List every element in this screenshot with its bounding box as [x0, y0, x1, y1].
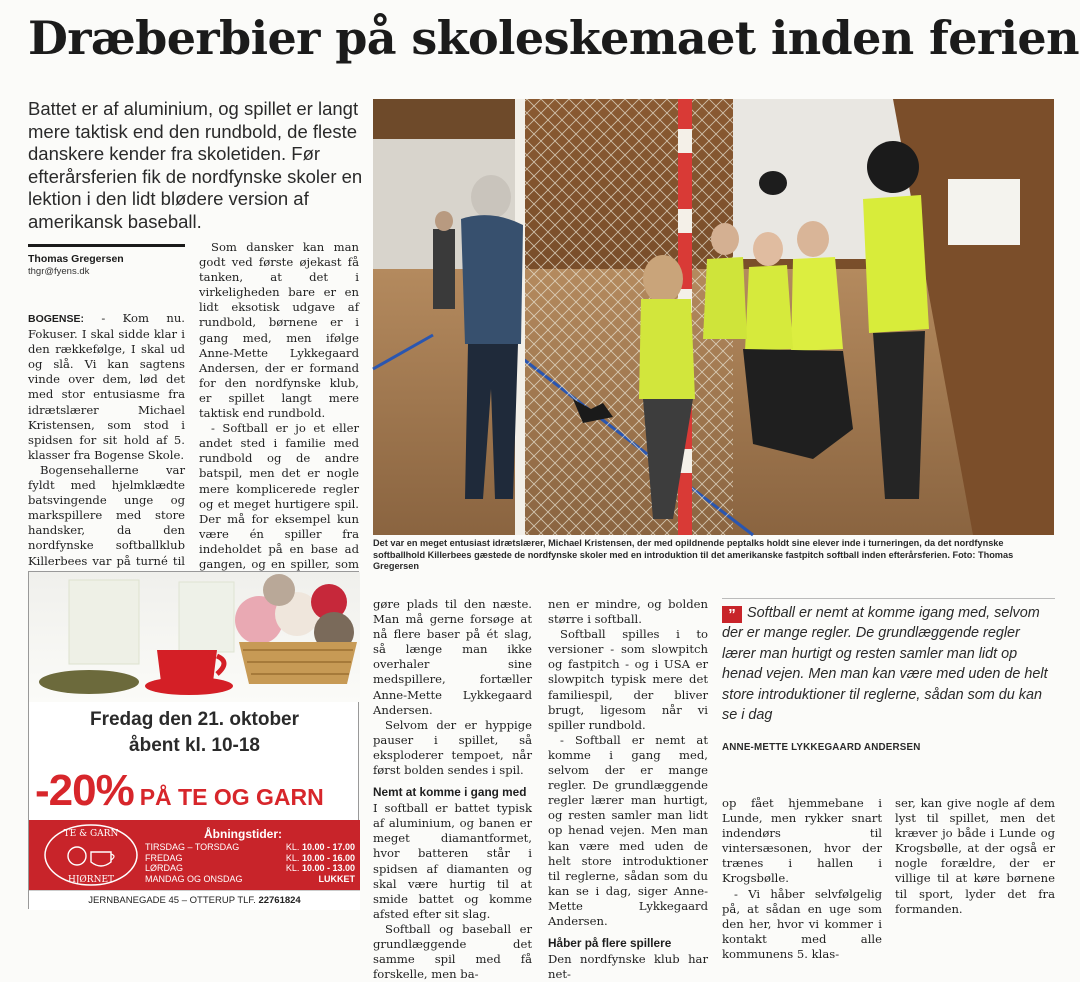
- text-column-3: [373, 597, 532, 982]
- paragraph: ser, kan give nogle af dem lyst til spillet, men det kræver jo både i Lunde og Krogsbølle, at der også er nogle forældre, der er villige til at køre børnene til sport, lyder det fra formanden.: [895, 796, 1055, 916]
- byline-author: Thomas Gregersen: [28, 253, 124, 265]
- ad-hours-row: MANDAG OG ONSDAG LUKKET: [145, 873, 355, 884]
- paragraph: Selvom der er hyppige pauser i spillet, så eksploderer tempoet, når først bolden sendes i spil.: [373, 717, 532, 778]
- svg-text:TE & GARN: TE & GARN: [63, 829, 119, 839]
- text-column-6: [895, 796, 1055, 917]
- article-headline: Dræberbier på skoleskemaet inden ferien: [28, 11, 1079, 65]
- paragraph: Den nordfynske klub har net-: [548, 952, 708, 982]
- subheading: Håber på flere spillere: [548, 936, 672, 951]
- te-og-garn-logo: [41, 822, 141, 888]
- paragraph: - Vi håber selvfølgelig på, at sådan en uge som den her, hvor vi kommer i kontakt med alle kommunens 5. klas-: [722, 886, 882, 961]
- ad-discount: [35, 766, 355, 816]
- paragraph: I softball er battet typisk af aluminium, og banen er meget diamantformet, hvor batteren står i spidsen af diamanten og skal være hurtig til at smide battet og komme afsted efter sit slag.: [373, 801, 532, 921]
- ad-product-image: [29, 572, 360, 702]
- article-photo[interactable]: [373, 99, 1054, 535]
- ad-address: JERNBANEGADE 45 – OTTERUP TLF. 22761824: [29, 890, 360, 910]
- pull-quote: [722, 603, 1055, 725]
- quote-mark-icon: ”: [722, 606, 742, 623]
- text-column-4: [548, 597, 708, 982]
- ad-discount-percent: -20%: [35, 766, 134, 815]
- tea-yarn-illustration: [29, 572, 360, 702]
- ad-info-panel: [29, 820, 360, 890]
- paragraph: - Softball er jo et eller andet sted i familie med rundbold og de andre batspil, men det er nogle mere komplicerede regler og et meget hurtigere spil. Der må for eksempel kun være én spiller fra indeholdet på en base ad gangen, og en spiller, som: [199, 421, 359, 571]
- quote-text: Softball er nemt at komme igang med, selvom der er mange regler. De grundlæggende regler lærer man hurtigt og resten samler man lidt op henad vejen. Men man kan være med uden de helt store introduktioner til reglerne, sådan som du kan se i dag: [722, 605, 1048, 724]
- photo-caption: Det var en meget entusiast idrætslærer, Michael Kristensen, der med opildnende peptalks holdt sine elever inde i turneringen, da det nordfynske softballhold Killerbees gæstede de nordfynske skoler med en introduktion til det amerikanske fastpitch softball inden efterårsferien. Foto: Thomas Gregersen: [373, 538, 1014, 572]
- paragraph: - Softball er nemt at komme i gang med, selvom der er mange regler. De grundlæggende regler lærer man hurtigt, og resten samler man lidt op henad vejen. Men man kan være med uden de helt store introduktioner til reglerne, sådan som du kan se i dag, siger Anne-Mette Lykkegaard Andersen.: [548, 732, 708, 928]
- ad-phone[interactable]: 22761824: [258, 895, 301, 906]
- paragraph: Som dansker kan man godt ved første øjekast få tanken, at det i virkeligheden bare er en lidt eksotisk udgave af rundbold, børnene er i gang med, men ifølge Anne-Mette Lykkegaard Andersen, der er formand for den nordfynske klub, er spillet langt mere taktisk end rundbold.: [199, 240, 359, 421]
- svg-text:HJØRNET: HJØRNET: [67, 875, 115, 885]
- softball-gym-photo: [373, 99, 1054, 535]
- text-column-1: [28, 311, 185, 599]
- ad-hours-row: TIRSDAG – TORSDAG KL. 10.00 - 17.00: [145, 842, 355, 852]
- ad-hours-row: LØRDAG KL. 10.00 - 13.00: [145, 863, 355, 873]
- paragraph: Bogensehallerne var fyldt med hjelmklædte batsvingende unge og markspillere med store handsker, da den nordfynske softballklub Killerbees var på turné til: [28, 462, 185, 568]
- paragraph: Softball og baseball er grundlæggende det samme spil med få forskelle, men ba-: [373, 921, 532, 982]
- dateline: BOGENSE:: [28, 313, 85, 325]
- ad-hours-title: Åbningstider:: [204, 827, 282, 841]
- ad-opening-hours-headline: åbent kl. 10-18: [129, 735, 260, 756]
- paragraph: gøre plads til den næste. Man må gerne forsøge at nå flere baser på ét slag, så længe man ikke overhaler sine medspillere, fortæller Anne-Mette Lykkegaard Andersen.: [373, 597, 532, 717]
- quote-author: ANNE-METTE LYKKEGAARD ANDERSEN: [722, 742, 921, 753]
- subheading: Nemt at komme i gang med: [373, 785, 527, 800]
- text-column-5: [722, 796, 882, 962]
- ad-hours-row: FREDAG KL. 10.00 - 16.00: [145, 852, 355, 863]
- article-lead: Battet er af aluminium, og spillet er langt mere taktisk end den rundbold, de fleste danskere kender fra skoletiden. Før efterårsferien fik de nordfynske skoler en lektion i den lidt blødere version af amerikansk baseball.: [28, 98, 363, 232]
- paragraph: nen er mindre, og bolden større i softball.: [548, 597, 708, 627]
- paragraph: BOGENSE: - Kom nu. Fokuser. I skal sidde klar i den rækkefølge, I skal ud og slå. Vi kan sagtens vinde over dem, lød det med stor entusiasme fra idrætslærer Michael Kristensen, som stod i spidsen for sit hold af 5. klasser fra Bogense Skole.: [28, 311, 185, 462]
- quote-rule: [722, 598, 1055, 599]
- ad-date: Fredag den 21. oktober: [89, 709, 300, 730]
- byline-email[interactable]: thgr@fyens.dk: [28, 266, 90, 277]
- ad-discount-text: PÅ TE OG GARN: [139, 784, 324, 810]
- paragraph: op fået hjemmebane i Lunde, men rykker snart indendørs til vintersæsonen, hvor der trænes i hallen i Krogsbølle.: [722, 796, 882, 886]
- ad-hours-table: [145, 842, 355, 884]
- paragraph: Softball spilles i to versioner - som slowpitch og fastpitch - og i USA er slowpitch typisk mere det familiespil, der bliver brugt, ligesom når vi spiller rundbold.: [548, 627, 708, 732]
- advertisement[interactable]: [28, 571, 359, 909]
- byline-rule: [28, 244, 185, 247]
